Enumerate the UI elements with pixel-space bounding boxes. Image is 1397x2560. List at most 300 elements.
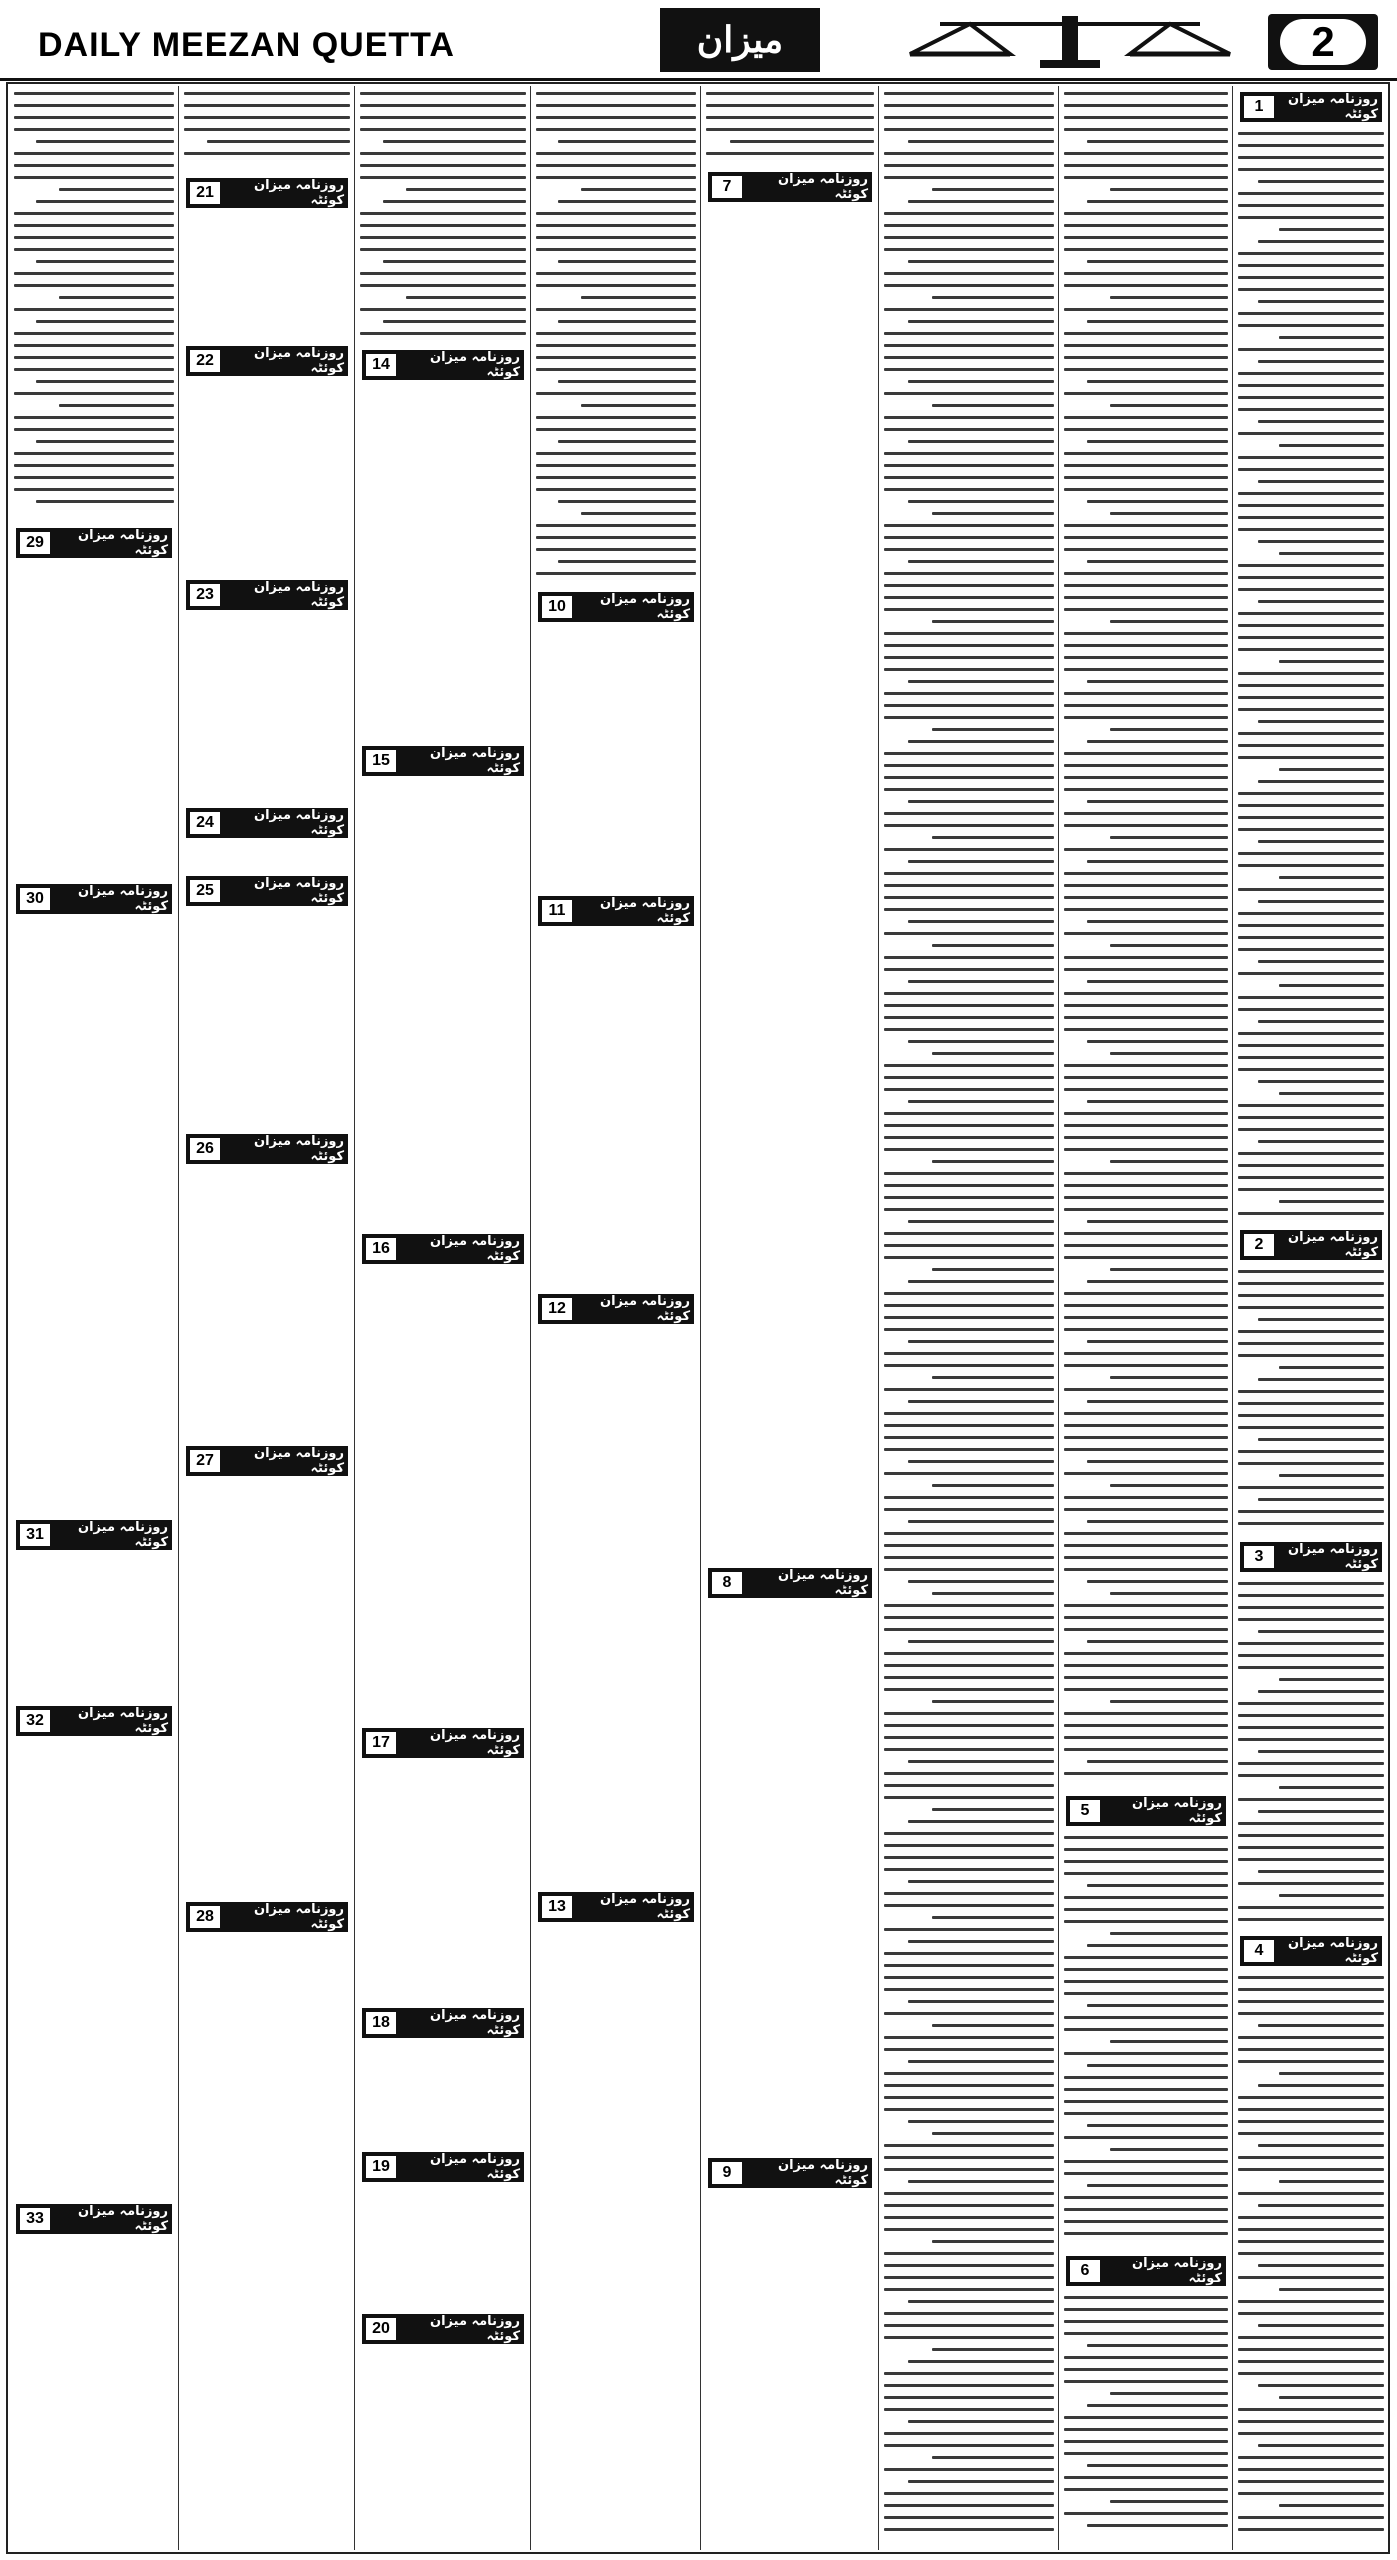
text-line <box>406 188 526 191</box>
text-line <box>884 1736 1054 1739</box>
text-line <box>908 920 1054 923</box>
text-line <box>1064 368 1228 371</box>
text-line <box>1064 2196 1228 2199</box>
text-line <box>1258 2204 1384 2207</box>
text-line <box>932 728 1054 731</box>
text-line <box>884 1904 1054 1907</box>
text-line <box>932 1916 1054 1919</box>
text-line <box>908 320 1054 323</box>
text-line <box>360 224 526 227</box>
text-line <box>1064 2332 1228 2335</box>
text-line <box>1087 440 1228 443</box>
text-line <box>1238 264 1384 267</box>
text-line <box>932 2240 1054 2243</box>
text-line <box>1238 2120 1384 2123</box>
text-line <box>884 2216 1054 2219</box>
text-line <box>1238 2036 1384 2039</box>
text-line <box>1258 2144 1384 2147</box>
text-line <box>908 2420 1054 2423</box>
section-header: روزنامہ میزان کوئٹہ 18 <box>362 2008 524 2038</box>
text-line <box>1064 1244 1228 1247</box>
text-line <box>36 500 174 503</box>
text-line <box>1279 2180 1384 2183</box>
text-line <box>908 1040 1054 1043</box>
text-line <box>1258 1810 1384 1813</box>
text-line <box>1238 2216 1384 2219</box>
text-line <box>1064 344 1228 347</box>
text-line <box>14 116 174 119</box>
text-line <box>1258 1690 1384 1693</box>
text-line <box>908 2180 1054 2183</box>
text-line <box>1110 1700 1228 1703</box>
text-line <box>1238 144 1384 147</box>
text-line <box>884 572 1054 575</box>
text-line <box>1238 276 1384 279</box>
text-line <box>884 392 1054 395</box>
text-line <box>884 1496 1054 1499</box>
text-line <box>1087 140 1228 143</box>
text-line <box>884 1208 1054 1211</box>
text-line <box>1238 1056 1384 1059</box>
text-line <box>1279 2288 1384 2291</box>
text-line <box>1064 776 1228 779</box>
column-rule <box>530 86 531 2550</box>
text-line <box>1064 1148 1228 1151</box>
text-line <box>932 296 1054 299</box>
text-line <box>1258 1020 1384 1023</box>
text-line <box>884 776 1054 779</box>
text-line <box>1238 2252 1384 2255</box>
text-line <box>932 1484 1054 1487</box>
text-line <box>1238 1068 1384 1071</box>
text-line <box>1064 1184 1228 1187</box>
text-line <box>1064 644 1228 647</box>
text-line <box>932 1160 1054 1163</box>
text-line <box>1064 464 1228 467</box>
text-line <box>1238 2492 1384 2495</box>
text-line <box>1238 2456 1384 2459</box>
text-line <box>884 176 1054 179</box>
text-line <box>36 200 174 203</box>
text-line <box>1238 2468 1384 2471</box>
text-line <box>1064 692 1228 695</box>
text-line <box>1110 2500 1228 2503</box>
text-line <box>14 176 174 179</box>
column-rule <box>1232 86 1233 2550</box>
text-line <box>1279 1678 1384 1681</box>
section-header: روزنامہ میزان کوئٹہ 23 <box>186 580 348 610</box>
text-line <box>1087 1640 1228 1643</box>
text-line <box>1064 1860 1228 1863</box>
text-line <box>884 1784 1054 1787</box>
text-line <box>1238 1188 1384 1191</box>
scale-of-justice-icon <box>900 10 1240 70</box>
text-line <box>1238 456 1384 459</box>
text-line <box>1110 404 1228 407</box>
text-line <box>1064 248 1228 251</box>
news-column-2 <box>1060 86 1232 2550</box>
text-line <box>14 392 174 395</box>
text-line <box>1258 780 1384 783</box>
text-line <box>1064 2320 1228 2323</box>
text-line <box>1064 1412 1228 1415</box>
text-line <box>1258 1080 1384 1083</box>
text-line <box>1258 2444 1384 2447</box>
text-line <box>908 680 1054 683</box>
text-line <box>1238 696 1384 699</box>
text-line <box>1064 1316 1228 1319</box>
text-line <box>1258 2024 1384 2027</box>
text-line <box>1258 720 1384 723</box>
text-line <box>360 308 526 311</box>
text-line <box>1238 588 1384 591</box>
text-line <box>884 2492 1054 2495</box>
text-line <box>581 296 696 299</box>
text-line <box>536 536 696 539</box>
text-line <box>1064 896 1228 899</box>
text-line <box>1064 1568 1228 1571</box>
text-line <box>1238 1988 1384 1991</box>
section-header: روزنامہ میزان کوئٹہ 25 <box>186 876 348 906</box>
text-line <box>1064 308 1228 311</box>
text-line <box>1087 1400 1228 1403</box>
text-line <box>1238 2168 1384 2171</box>
text-line <box>1064 1076 1228 1079</box>
text-line <box>1064 1292 1228 1295</box>
text-line <box>360 212 526 215</box>
text-line <box>1238 888 1384 891</box>
text-line <box>360 332 526 335</box>
text-line <box>14 464 174 467</box>
text-line <box>884 536 1054 539</box>
text-line <box>884 164 1054 167</box>
text-line <box>360 164 526 167</box>
text-line <box>884 212 1054 215</box>
text-line <box>884 2156 1054 2159</box>
text-line <box>1087 2464 1228 2467</box>
text-line <box>1279 1366 1384 1369</box>
text-line <box>558 140 696 143</box>
text-line <box>1064 152 1228 155</box>
text-line <box>884 2468 1054 2471</box>
text-line <box>1238 2048 1384 2051</box>
text-line <box>884 1748 1054 1751</box>
text-line <box>1238 1666 1384 1669</box>
text-line <box>1238 1714 1384 1717</box>
text-line <box>1064 116 1228 119</box>
text-line <box>536 452 696 455</box>
text-line <box>1238 2276 1384 2279</box>
text-line <box>1064 1836 1228 1839</box>
text-line <box>1064 1172 1228 1175</box>
text-line <box>884 1772 1054 1775</box>
text-line <box>1110 944 1228 947</box>
text-line <box>908 1400 1054 1403</box>
text-line <box>908 1280 1054 1283</box>
text-line <box>1064 1920 1228 1923</box>
text-line <box>884 956 1054 959</box>
text-line <box>1064 2112 1228 2115</box>
text-line <box>1238 1906 1384 1909</box>
text-line <box>536 236 696 239</box>
text-line <box>1238 864 1384 867</box>
text-line <box>884 332 1054 335</box>
text-line <box>1087 800 1228 803</box>
text-line <box>14 164 174 167</box>
text-line <box>1238 1270 1384 1273</box>
text-line <box>884 356 1054 359</box>
text-line <box>1064 356 1228 359</box>
text-line <box>706 116 874 119</box>
text-line <box>1258 1630 1384 1633</box>
text-line <box>1238 204 1384 207</box>
text-line <box>884 1568 1054 1571</box>
text-line <box>1064 716 1228 719</box>
text-line <box>1064 2296 1228 2299</box>
text-line <box>884 2168 1054 2171</box>
text-line <box>1087 1460 1228 1463</box>
text-line <box>884 2144 1054 2147</box>
text-line <box>1238 1176 1384 1179</box>
text-line <box>884 1616 1054 1619</box>
text-line <box>1064 932 1228 935</box>
text-line <box>884 488 1054 491</box>
text-line <box>1064 1604 1228 1607</box>
text-line <box>1087 500 1228 503</box>
text-line <box>884 104 1054 107</box>
text-line <box>558 260 696 263</box>
text-line <box>1238 168 1384 171</box>
text-line <box>1064 2208 1228 2211</box>
text-line <box>908 1760 1054 1763</box>
text-line <box>1238 132 1384 135</box>
text-line <box>1064 1908 1228 1911</box>
text-line <box>884 968 1054 971</box>
text-line <box>36 380 174 383</box>
text-line <box>908 860 1054 863</box>
text-line <box>59 296 174 299</box>
text-line <box>884 1604 1054 1607</box>
text-line <box>884 824 1054 827</box>
text-line <box>1064 176 1228 179</box>
text-line <box>1087 1580 1228 1583</box>
text-line <box>1238 1618 1384 1621</box>
text-line <box>1279 2504 1384 2507</box>
text-line <box>1110 1160 1228 1163</box>
text-line <box>884 1328 1054 1331</box>
text-line <box>536 428 696 431</box>
text-line <box>1064 1436 1228 1439</box>
text-line <box>1064 1328 1228 1331</box>
text-line <box>536 164 696 167</box>
text-line <box>536 272 696 275</box>
news-column-7 <box>180 86 354 2550</box>
text-line <box>932 404 1054 407</box>
text-line <box>1238 1834 1384 1837</box>
column-rule <box>354 86 355 2550</box>
text-line <box>536 464 696 467</box>
text-line <box>1087 320 1228 323</box>
text-line <box>908 980 1054 983</box>
text-line <box>1064 1232 1228 1235</box>
text-line <box>884 2504 1054 2507</box>
text-line <box>14 308 174 311</box>
text-line <box>884 1076 1054 1079</box>
text-line <box>1258 900 1384 903</box>
section-header: روزنامہ میزان کوئٹہ 21 <box>186 178 348 208</box>
text-line <box>884 1448 1054 1451</box>
text-line <box>1238 1726 1384 1729</box>
text-line <box>1238 1330 1384 1333</box>
text-line <box>1238 1402 1384 1405</box>
article-text <box>1238 1976 1384 2546</box>
text-line <box>536 368 696 371</box>
text-line <box>1238 1918 1384 1921</box>
section-header: روزنامہ میزان کوئٹہ 3 <box>1240 1542 1382 1572</box>
text-line <box>1087 1760 1228 1763</box>
text-line <box>884 1352 1054 1355</box>
text-line <box>884 1316 1054 1319</box>
text-line <box>360 176 526 179</box>
text-line <box>383 200 526 203</box>
text-line <box>1064 1388 1228 1391</box>
text-line <box>884 2108 1054 2111</box>
section-header: روزنامہ میزان کوئٹہ 2 <box>1240 1230 1382 1260</box>
text-line <box>14 416 174 419</box>
text-line <box>1064 1956 1228 1959</box>
article-text <box>1064 1836 1228 2250</box>
text-line <box>1064 224 1228 227</box>
news-column-3 <box>880 86 1058 2550</box>
text-line <box>884 884 1054 887</box>
text-line <box>1279 876 1384 879</box>
text-line <box>884 1148 1054 1151</box>
text-line <box>1238 288 1384 291</box>
text-line <box>360 116 526 119</box>
text-line <box>1238 348 1384 351</box>
text-line <box>908 2000 1054 2003</box>
text-line <box>1064 872 1228 875</box>
page-number: 2 <box>1280 19 1366 65</box>
text-line <box>1064 2076 1228 2079</box>
text-line <box>1238 972 1384 975</box>
text-line <box>1064 2232 1228 2235</box>
text-line <box>1064 548 1228 551</box>
news-column-8 <box>10 86 178 2550</box>
text-line <box>884 596 1054 599</box>
text-line <box>1238 1582 1384 1585</box>
text-line <box>536 308 696 311</box>
text-line <box>1087 1280 1228 1283</box>
text-line <box>1087 2064 1228 2067</box>
text-line <box>1087 1944 1228 1947</box>
news-column-5 <box>532 86 700 2550</box>
text-line <box>536 416 696 419</box>
text-line <box>884 1976 1054 1979</box>
text-line <box>14 128 174 131</box>
section-header: روزنامہ میزان کوئٹہ 7 <box>708 172 872 202</box>
text-line <box>536 548 696 551</box>
text-line <box>1064 1688 1228 1691</box>
text-line <box>884 476 1054 479</box>
text-line <box>383 320 526 323</box>
text-line <box>884 2084 1054 2087</box>
text-line <box>1087 200 1228 203</box>
text-line <box>536 356 696 359</box>
column-rule <box>178 86 179 2550</box>
text-line <box>908 800 1054 803</box>
news-column-1 <box>1234 86 1388 2550</box>
text-line <box>1279 1092 1384 1095</box>
text-line <box>884 2048 1054 2051</box>
text-line <box>908 1580 1054 1583</box>
text-line <box>884 428 1054 431</box>
text-line <box>1110 296 1228 299</box>
text-line <box>1064 812 1228 815</box>
text-line <box>581 188 696 191</box>
text-line <box>884 2372 1054 2375</box>
text-line <box>536 344 696 347</box>
text-line <box>908 2300 1054 2303</box>
text-line <box>1258 1498 1384 1501</box>
text-line <box>1238 1522 1384 1525</box>
text-line <box>1087 1220 1228 1223</box>
text-line <box>884 656 1054 659</box>
text-line <box>884 1112 1054 1115</box>
text-line <box>1087 2404 1228 2407</box>
text-line <box>14 332 174 335</box>
text-line <box>1064 1664 1228 1667</box>
text-line <box>1238 924 1384 927</box>
newspaper-logo: میزان <box>660 8 820 72</box>
text-line <box>1238 2372 1384 2375</box>
text-line <box>184 128 350 131</box>
text-line <box>1087 1884 1228 1887</box>
text-line <box>581 404 696 407</box>
text-line <box>884 1856 1054 1859</box>
text-line <box>1110 1376 1228 1379</box>
text-line <box>908 1460 1054 1463</box>
text-line <box>14 476 174 479</box>
text-line <box>884 2264 1054 2267</box>
text-line <box>1238 2060 1384 2063</box>
text-line <box>1064 2028 1228 2031</box>
text-line <box>1110 512 1228 515</box>
text-line <box>1279 444 1384 447</box>
text-line <box>536 92 696 95</box>
text-line <box>1238 1342 1384 1345</box>
text-line <box>706 128 874 131</box>
text-line <box>14 224 174 227</box>
section-header: روزنامہ میزان کوئٹہ 4 <box>1240 1936 1382 1966</box>
text-line <box>207 140 350 143</box>
text-line <box>1258 240 1384 243</box>
text-line <box>1238 2240 1384 2243</box>
text-line <box>14 344 174 347</box>
text-line <box>1238 672 1384 675</box>
text-line <box>1238 1858 1384 1861</box>
article-text <box>1238 1582 1384 1930</box>
article-text <box>884 92 1054 2546</box>
text-line <box>1064 1736 1228 1739</box>
text-line <box>884 1016 1054 1019</box>
text-line <box>1238 1654 1384 1657</box>
text-line <box>884 2312 1054 2315</box>
text-line <box>1258 1438 1384 1441</box>
text-line <box>884 524 1054 527</box>
text-line <box>1064 1676 1228 1679</box>
text-line <box>1110 1268 1228 1271</box>
